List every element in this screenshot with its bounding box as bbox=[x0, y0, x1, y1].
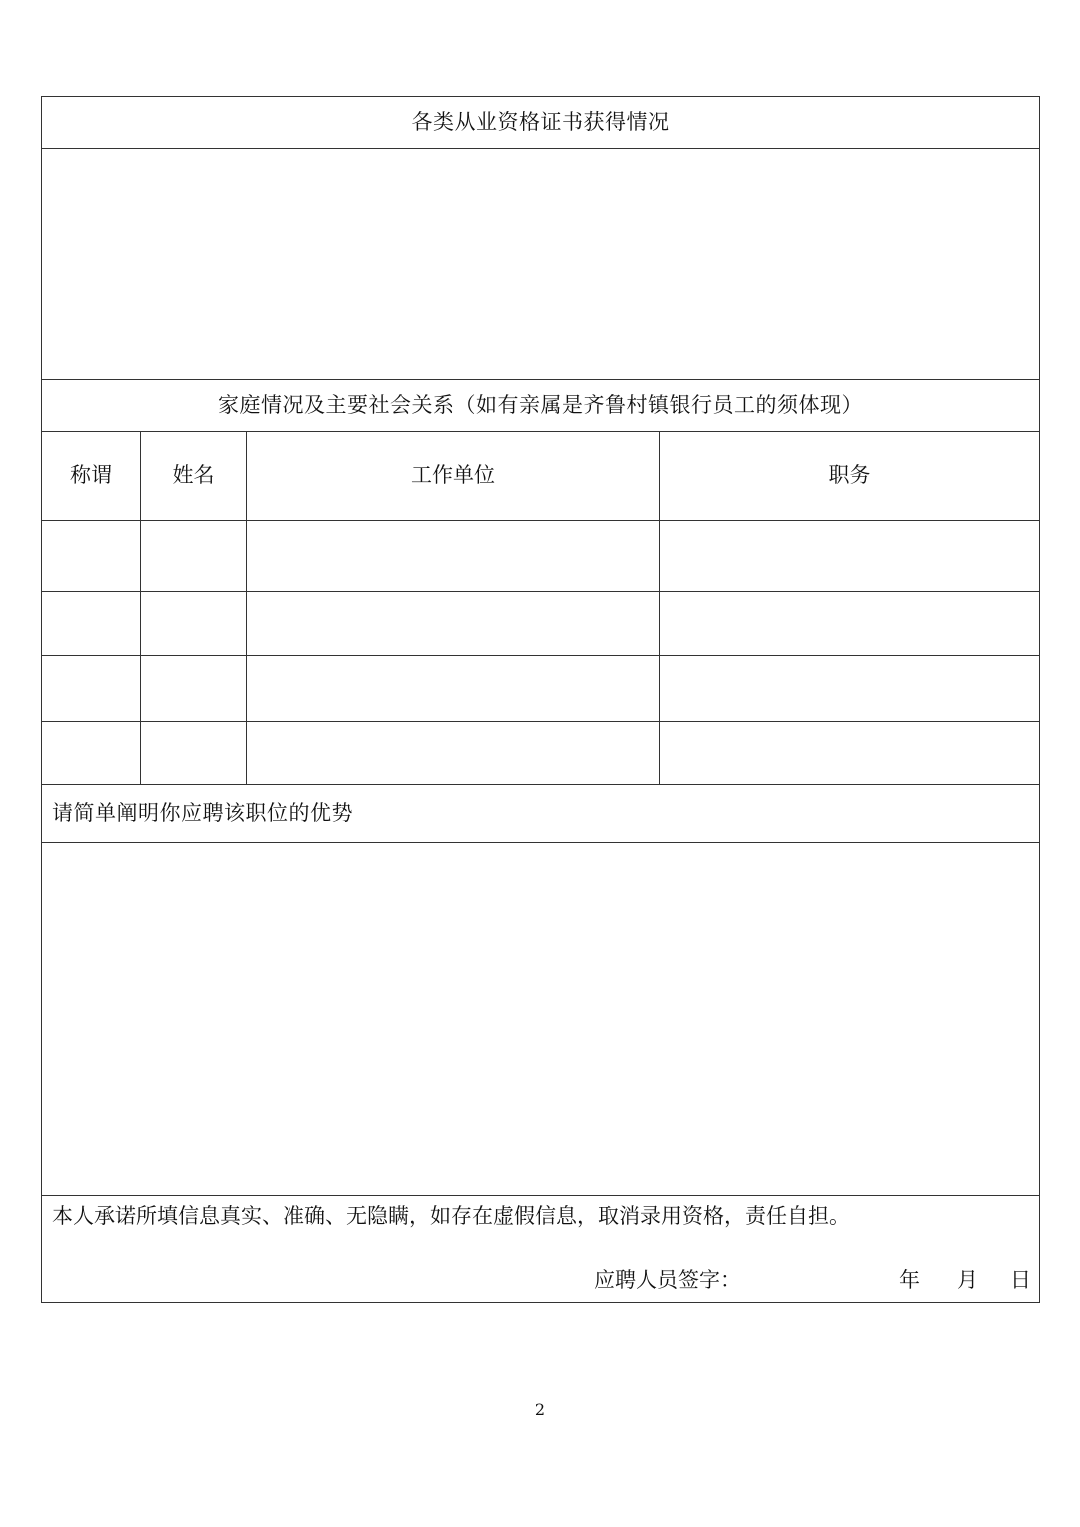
pledge-section bbox=[42, 1196, 1040, 1303]
day-label: 日 bbox=[1010, 1268, 1031, 1292]
header-name: 姓名 bbox=[141, 432, 247, 521]
family-row bbox=[42, 656, 1040, 722]
position-cell[interactable] bbox=[660, 656, 1040, 722]
name-cell[interactable] bbox=[141, 521, 247, 592]
workplace-cell[interactable] bbox=[247, 722, 660, 785]
header-position: 职务 bbox=[660, 432, 1040, 521]
workplace-cell[interactable] bbox=[247, 521, 660, 592]
relation-cell[interactable] bbox=[42, 521, 141, 592]
name-cell[interactable] bbox=[141, 722, 247, 785]
advantage-section-title: 请简单阐明你应聘该职位的优势 bbox=[42, 785, 1040, 843]
name-cell[interactable] bbox=[141, 592, 247, 656]
header-workplace: 工作单位 bbox=[247, 432, 660, 521]
certificates-section-title: 各类从业资格证书获得情况 bbox=[42, 97, 1040, 149]
year-label: 年 bbox=[899, 1268, 920, 1292]
family-row bbox=[42, 521, 1040, 592]
family-section-title: 家庭情况及主要社会关系（如有亲属是齐鲁村镇银行员工的须体现） bbox=[42, 380, 1040, 432]
certificates-content-field[interactable] bbox=[42, 149, 1040, 380]
relation-cell[interactable] bbox=[42, 592, 141, 656]
page-number: 2 bbox=[534, 1400, 546, 1419]
pledge-statement: 本人承诺所填信息真实、准确、无隐瞒，如存在虚假信息，取消录用资格，责任自担。 bbox=[52, 1204, 850, 1228]
application-form-table bbox=[41, 96, 1040, 1303]
position-cell[interactable] bbox=[660, 722, 1040, 785]
relation-cell[interactable] bbox=[42, 722, 141, 785]
signature-label: 应聘人员签字： bbox=[594, 1268, 741, 1292]
family-row bbox=[42, 722, 1040, 785]
workplace-cell[interactable] bbox=[247, 592, 660, 656]
month-label: 月 bbox=[957, 1268, 978, 1292]
position-cell[interactable] bbox=[660, 592, 1040, 656]
relation-cell[interactable] bbox=[42, 656, 141, 722]
header-relation: 称谓 bbox=[42, 432, 141, 521]
name-cell[interactable] bbox=[141, 656, 247, 722]
workplace-cell[interactable] bbox=[247, 656, 660, 722]
advantage-content-field[interactable] bbox=[42, 843, 1040, 1196]
position-cell[interactable] bbox=[660, 521, 1040, 592]
family-row bbox=[42, 592, 1040, 656]
